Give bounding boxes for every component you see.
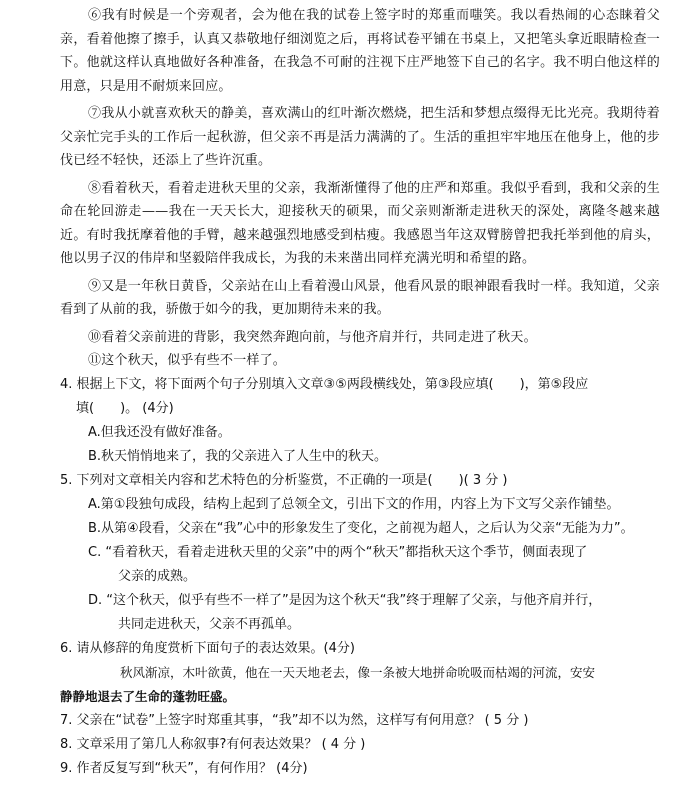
question-5-option-d-line-2: 共同走进秋天，父亲不再孤单。 [118,617,301,632]
question-5-option-a: A.第①段独句成段，结构上起到了总领全文，引出下文的作用，内容上为下文写父亲作铺垫。 [88,497,620,512]
paragraph-6: ⑥我有时候是一个旁观者，会为他在我的试卷上签字时的郑重而嗤笑。我以看热闹的心态睐着父亲，看着他擦了擦手，认真又恭敬地仔细浏览之后，再将试卷平铺在书桌上，又把笔头拿近眼睛检查一下。他就这样认真地做好各种准备，在我急不可耐的注视下庄严地签下自己的名字。我不明白他这样的用意，只是用不耐烦来回应。 [60,8,660,94]
question-5-stem: 5. 下列对文章相关内容和艺术特色的分析鉴赏，不正确的一项是( )( 3 分 ) [60,473,508,488]
question-8: 8. 文章采用了第几人称叙事?有何表达效果？ ( 4 分 ) [60,737,366,752]
question-4-line-2: 填( )。 (4分) [76,401,174,416]
paragraph-9: ⑨又是一年秋日黄昏，父亲站在山上看着漫山风景，他看风景的眼神跟看我时一样。我知道，父亲看到了从前的我，骄傲于如今的我，更加期待未来的我。 [60,278,660,317]
question-4-line-1: 4. 根据上下文，将下面两个句子分别填入文章③⑤两段横线处，第③段应填( )，第⑤段应 [60,377,589,392]
question-6-quote-line-2: 静静地退去了生命的蓬勃旺盛。 [60,689,236,704]
question-5-option-d-line-1: D. “这个秋天，似乎有些不一样了”是因为这个秋天“我”终于理解了父亲，与他齐肩并行， [88,593,602,608]
question-6-stem: 6. 请从修辞的角度赏析下面句子的表达效果。(4分) [60,641,355,656]
question-6-quote-line-1: 秋风渐凉，木叶欲黄，他在一天天地老去，像一条被大地拼命吮吸而枯竭的河流，安安 [120,665,596,680]
question-9: 9. 作者反复写到“秋天”，有何作用？ (4分) [60,761,308,776]
paragraph-11: ⑪这个秋天，似乎有些不一样了。 [88,353,287,368]
paragraph-8: ⑧看着秋天，看着走进秋天里的父亲，我渐渐懂得了他的庄严和郑重。我似乎看到，我和父亲的生命在轮回游走——我在一天天长大，迎接秋天的硕果，而父亲则渐渐走进秋天的深处，离隆冬越来越近。有时我抚摩着他的手臂，越来越强烈地感受到枯瘦。我感恩当年这双臂膀曾把我托举到他的肩头，他以男子汉的伟岸和坚毅陪伴我成长，为我的未来凿出同样充满光明和希望的路。 [60,180,660,266]
question-4-option-a: A.但我还没有做好准备。 [88,425,231,440]
question-5-option-c-line-2: 父亲的成熟。 [118,569,197,584]
question-5-option-c-line-1: C. “看着秋天，看着走进秋天里的父亲”中的两个“秋天”都指秋天这个季节，侧面表现了 [88,545,588,560]
paragraph-10: ⑩看着父亲前进的背影，我突然奔跑向前，与他齐肩并行，共同走进了秋天。 [88,329,537,345]
question-5-option-b: B.从第④段看，父亲在“我”心中的形象发生了变化，之前视为超人，之后认为父亲“无能为力”。 [88,521,634,536]
question-section [60,373,660,781]
paragraph-7: ⑦我从小就喜欢秋天的静美，喜欢满山的红叶渐次燃烧，把生活和梦想点缀得无比光亮。我期待着父亲忙完手头的工作后一起秋游，但父亲不再是活力满满的了。生活的重担牢牢地压在他身上，他的步伐已经不轻快，还添上了些许沉重。 [60,106,660,168]
question-7: 7. 父亲在“试卷”上签字时郑重其事，“我”却不以为然，这样写有何用意？ ( 5 分 ) [60,713,529,728]
reading-passage [60,4,660,373]
question-4-option-b: B.秋天悄悄地来了，我的父亲进入了人生中的秋天。 [88,449,388,464]
